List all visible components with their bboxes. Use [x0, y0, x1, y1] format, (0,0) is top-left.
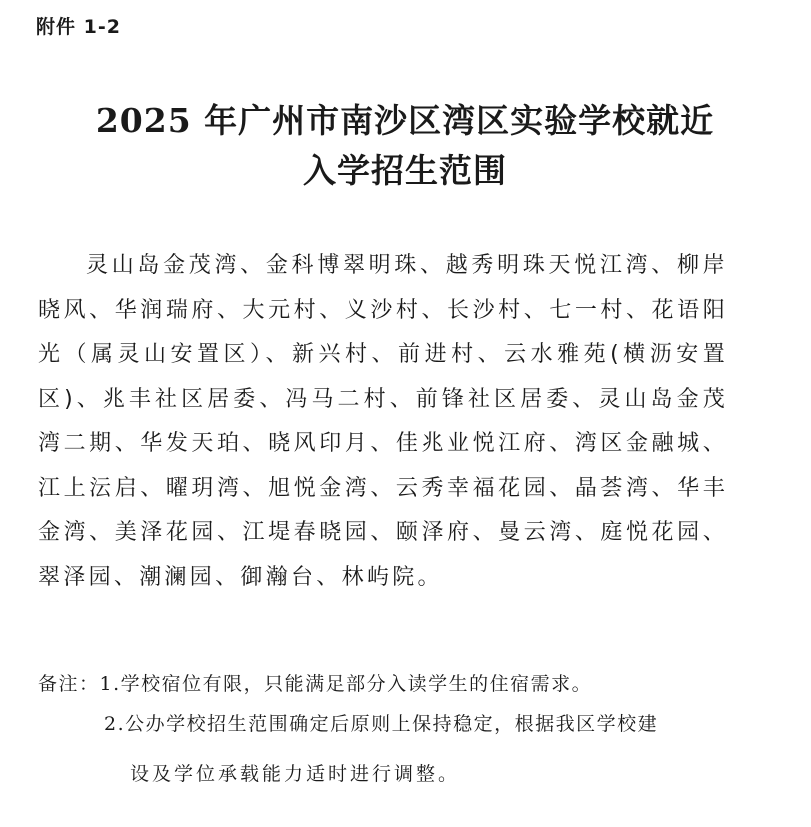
- attachment-label: 附件 1-2: [36, 16, 121, 38]
- enrollment-scope-text: 灵山岛金茂湾、金科博翠明珠、越秀明珠天悦江湾、柳岸晓风、华润瑞府、大元村、义沙村、长沙村、七一村、花语阳光（属灵山安置区）、新兴村、前进村、云水雅苑(横沥安置区)、兆丰社区居委、冯马二村、前锋社区居委、灵山岛金茂湾二期、华发天珀、晓风印月、佳兆业悦江府、湾区金融城、江上沄启、曜玥湾、旭悦金湾、云秀幸福花园、晶荟湾、华丰金湾、美泽花园、江堤春晓园、颐泽府、曼云湾、庭悦花园、翠泽园、潮澜园、御瀚台、林屿院。: [38, 253, 728, 590]
- title-line-2: 入学招生范围: [303, 151, 507, 190]
- note-line-2: 2.公办学校招生范围确定后原则上保持稳定，根据我区学校建: [104, 713, 659, 735]
- note-line-1: 备注：1.学校宿位有限，只能满足部分入读学生的住宿需求。: [38, 673, 593, 695]
- document-title: [40, 96, 770, 196]
- note-line-3: 设及学位承载能力适时进行调整。: [130, 763, 461, 785]
- title-line-1: 2025 年广州市南沙区湾区实验学校就近: [95, 101, 715, 140]
